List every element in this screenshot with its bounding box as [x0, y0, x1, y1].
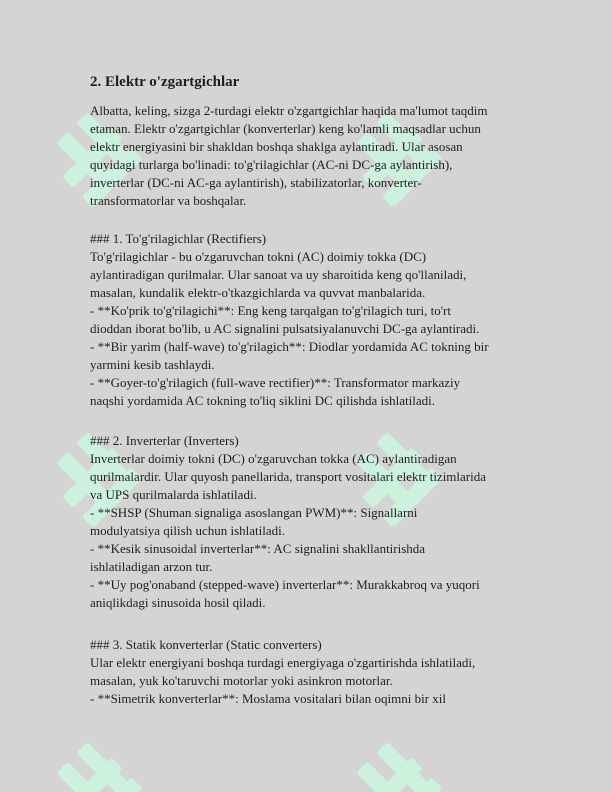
section-line: ishlatiladigan arzon tur. [90, 559, 213, 574]
section-line: - **Ko'prik to'g'rilagichi**: Eng keng tarqalgan to'g'rilagich turi, to'rt [90, 303, 451, 318]
section-line: aniqlikdagi sinusoida hosil qiladi. [90, 595, 266, 610]
section-line: masalan, kundalik elektr-o'tkazgichlarda va quvvat manbalarida. [90, 285, 426, 300]
document-title: 2. Elektr o'zgartgichlar [90, 74, 240, 90]
section-line: Inverterlar doimiy tokni (DC) o'zgaruvchan tokka (AC) aylantiradigan [90, 451, 457, 466]
section-line: To'g'rilagichlar - bu o'zgaruvchan tokni (AC) doimiy tokka (DC) [90, 249, 427, 264]
intro-line: etaman. Elektr o'zgartgichlar (konverterlar) keng ko'lamli maqsadlar uchun [90, 121, 481, 136]
section-line: - **Bir yarim (half-wave) to'g'rilagich**: Diodlar yordamida AC tokning bir [90, 339, 489, 354]
section-line: qurilmalardir. Ular quyosh panellarida, transport vositalari elektr tizimlarida [90, 469, 487, 484]
section-line: naqshi yordamida AC tokning to'liq siklini DC qilishda ishlatiladi. [90, 393, 436, 408]
watermark-logo [342, 738, 442, 792]
intro-line: quyidagi turlarga bo'linadi: to'g'rilagichlar (AC-ni DC-ga aylantirish), [90, 157, 453, 172]
section-line: - **Uy pog'onaband (stepped-wave) inverterlar**: Murakkabroq va yuqori [90, 577, 480, 592]
intro-line: Albatta, keling, sizga 2-turdagi elektr o'zgartgichlar haqida ma'lumot taqdim [90, 103, 488, 118]
section-line: modulyatsiya qilish uchun ishlatiladi. [90, 523, 285, 538]
section-line: va UPS qurilmalarda ishlatiladi. [90, 487, 257, 502]
intro-line: elektr energiyasini bir shakldan boshqa shaklga aylantiradi. Ular asosan [90, 139, 463, 154]
section-line: dioddan iborat bo'lib, u AC signalini pulsatsiyalanuvchi DC-ga aylantiradi. [90, 321, 480, 336]
section-line: - **Goyer-to'g'rilagich (full-wave rectifier)**: Transformator markaziy [90, 375, 461, 390]
watermark-logo [42, 738, 142, 792]
section-heading: ### 2. Inverterlar (Inverters) [90, 433, 239, 448]
section-line: - **SHSP (Shuman signaliga asoslangan PWM)**: Signallarni [90, 505, 418, 520]
section-heading: ### 1. To'g'rilagichlar (Rectifiers) [90, 231, 267, 246]
section-line: aylantiradigan qurilmalar. Ular sanoat va uy sharoitida keng qo'llaniladi, [90, 267, 467, 282]
intro-line: transformatorlar va boshqalar. [90, 193, 247, 208]
section-line: - **Simetrik konverterlar**: Moslama vositalari bilan oqimni bir xil [90, 691, 446, 706]
section-line: Ular elektr energiyani boshqa turdagi energiyaga o'zgartirishda ishlatiladi, [90, 655, 476, 670]
section-line: masalan, yuk ko'taruvchi motorlar yoki asinkron motorlar. [90, 673, 393, 688]
section-heading: ### 3. Statik konverterlar (Static converters) [90, 637, 322, 652]
section-line: yarmini kesib tashlaydi. [90, 357, 215, 372]
section-line: - **Kesik sinusoidal inverterlar**: AC signalini shakllantirishda [90, 541, 426, 556]
intro-line: inverterlar (DC-ni AC-ga aylantirish), stabilizatorlar, konverter- [90, 175, 422, 190]
